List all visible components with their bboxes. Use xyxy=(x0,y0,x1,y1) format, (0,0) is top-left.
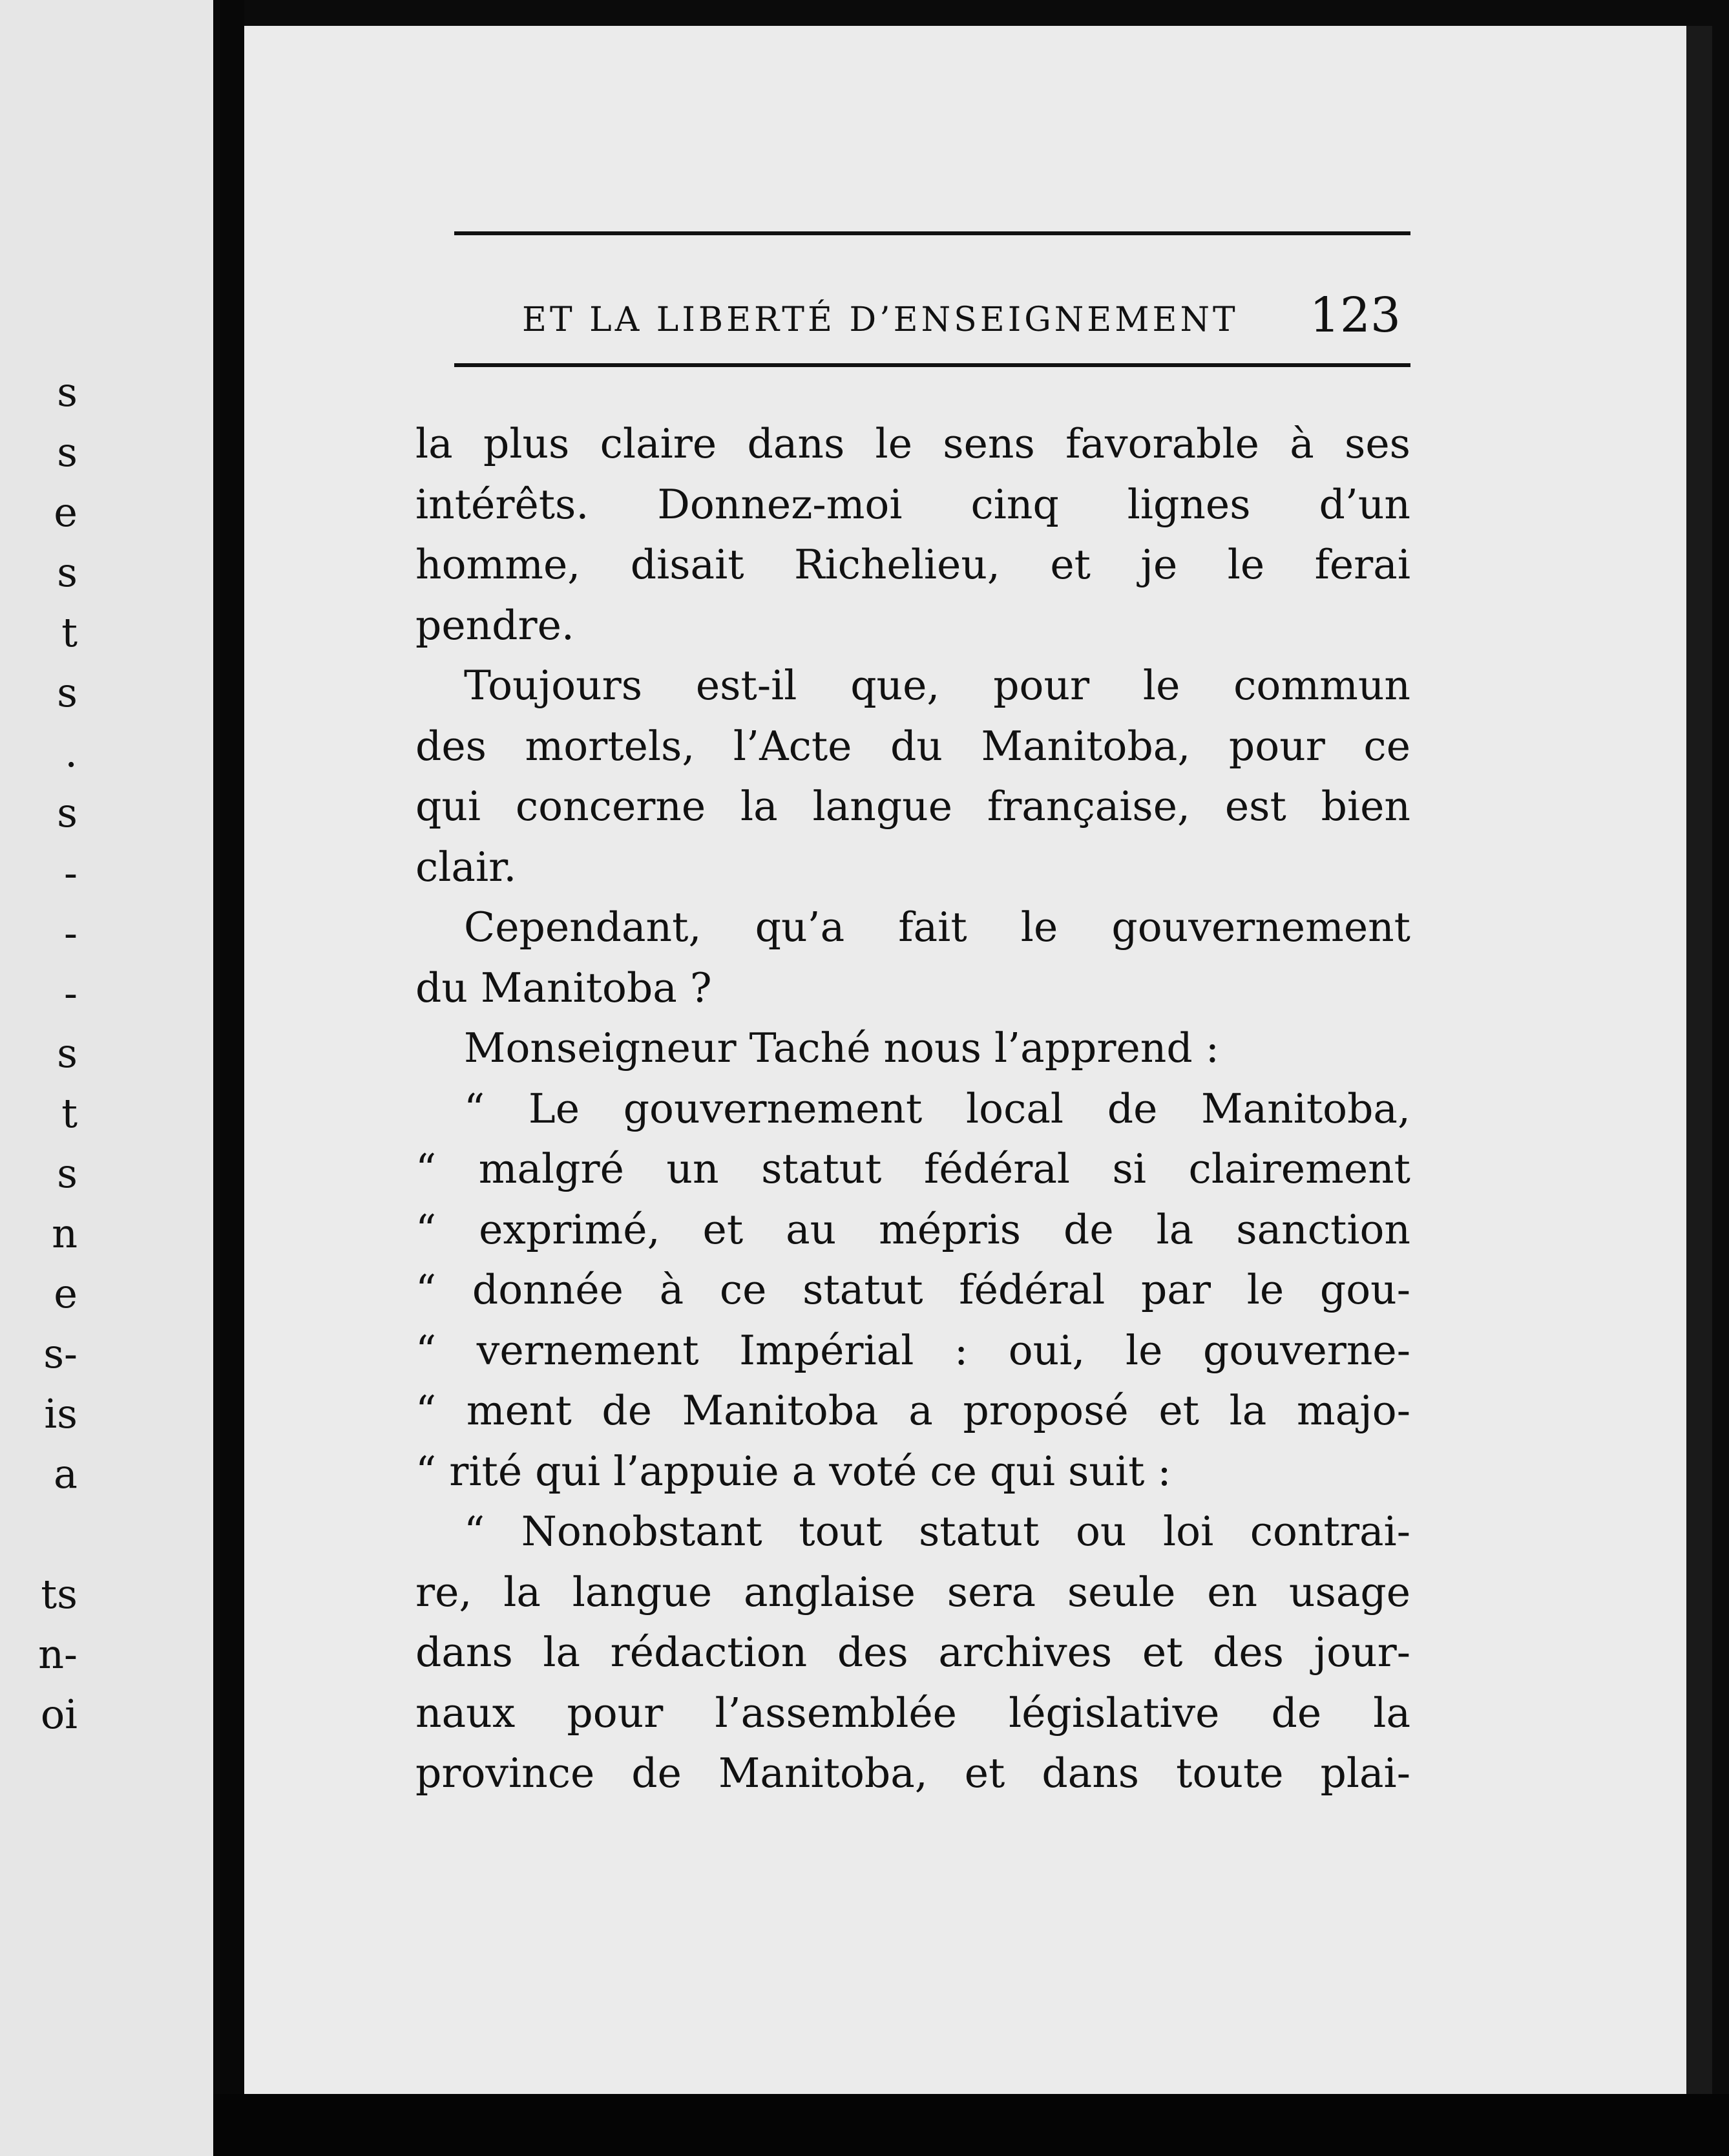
page-number: 123 xyxy=(1309,288,1401,343)
text-line: pendre. xyxy=(415,601,574,649)
left-fragment: t xyxy=(61,609,78,656)
text-line: clair. xyxy=(415,843,517,891)
text-line: la plus claire dans le sens favorable à ses xyxy=(415,420,1410,467)
text-line: “ Nonobstant tout statut ou loi contrai- xyxy=(464,1508,1410,1555)
left-fragment: oi xyxy=(40,1691,78,1738)
running-head xyxy=(451,281,1407,352)
text-line: des mortels, l’Acte du Manitoba, pour ce xyxy=(415,722,1410,770)
text-line: Monseigneur Taché nous l’apprend : xyxy=(464,1024,1219,1072)
text-line: “ malgré un statut fédéral si clairement xyxy=(415,1145,1410,1192)
text-line: “ rité qui l’appuie a voté ce qui suit : xyxy=(415,1447,1171,1495)
body-text xyxy=(415,414,1410,1804)
left-fragment: s xyxy=(57,1150,78,1197)
text-line: dans la rédaction des archives et des jour- xyxy=(415,1629,1410,1676)
left-fragment: . xyxy=(65,729,78,776)
text-line: homme, disait Richelieu, et je le ferai xyxy=(415,541,1410,588)
book-gutter xyxy=(213,0,244,2100)
left-fragment: - xyxy=(64,849,78,896)
book-page xyxy=(244,26,1686,2094)
left-fragment: - xyxy=(64,969,78,1017)
left-fragment: n- xyxy=(38,1631,78,1678)
page-edge-right xyxy=(1686,26,1712,2094)
text-line: “ ment de Manitoba a proposé et la majo- xyxy=(415,1387,1410,1434)
left-fragment: ts xyxy=(41,1570,78,1618)
text-line: “ exprimé, et au mépris de la sanction xyxy=(415,1205,1410,1253)
text-line: du Manitoba ? xyxy=(415,964,712,1011)
left-fragment: n xyxy=(52,1210,78,1257)
left-fragment: is xyxy=(44,1390,78,1437)
left-fragment: t xyxy=(61,1090,78,1137)
left-fragment: s xyxy=(57,368,78,416)
text-line: re, la langue anglaise sera seule en usage xyxy=(415,1568,1410,1616)
running-title: ET LA LIBERTÉ D’ENSEIGNEMENT xyxy=(522,301,1239,339)
left-fragment: s xyxy=(57,789,78,836)
left-fragment: s xyxy=(57,1030,78,1077)
text-line: naux pour l’assemblée législative de la xyxy=(415,1689,1410,1737)
left-facing-page xyxy=(0,0,213,2156)
text-line: “ Le gouvernement local de Manitoba, xyxy=(464,1084,1410,1132)
left-fragment: s xyxy=(57,549,78,596)
text-line: Cependant, qu’a fait le gouvernement xyxy=(464,904,1410,951)
text-line: “ donnée à ce statut fédéral par le gou- xyxy=(415,1266,1410,1313)
header-rule-bottom xyxy=(454,363,1410,367)
left-page-text-fragments xyxy=(0,362,78,1744)
text-line: qui concerne la langue française, est bien xyxy=(415,783,1410,830)
text-line: intérêts. Donnez-moi cinq lignes d’un xyxy=(415,480,1410,528)
header-rule-top xyxy=(454,231,1410,235)
text-line: Toujours est-il que, pour le commun xyxy=(464,662,1410,709)
left-fragment: e xyxy=(54,1270,78,1317)
left-fragment: a xyxy=(54,1450,78,1497)
left-fragment: - xyxy=(64,909,78,956)
left-fragment: s xyxy=(57,669,78,716)
text-line: “ vernement Impérial : oui, le gouverne- xyxy=(415,1326,1410,1374)
left-fragment xyxy=(0,1504,78,1564)
left-fragment: s xyxy=(57,428,78,476)
page-edge-bottom xyxy=(213,2094,1729,2156)
left-fragment: s- xyxy=(43,1330,78,1377)
text-line: province de Manitoba, et dans toute plai- xyxy=(415,1749,1410,1797)
left-fragment: e xyxy=(54,489,78,536)
